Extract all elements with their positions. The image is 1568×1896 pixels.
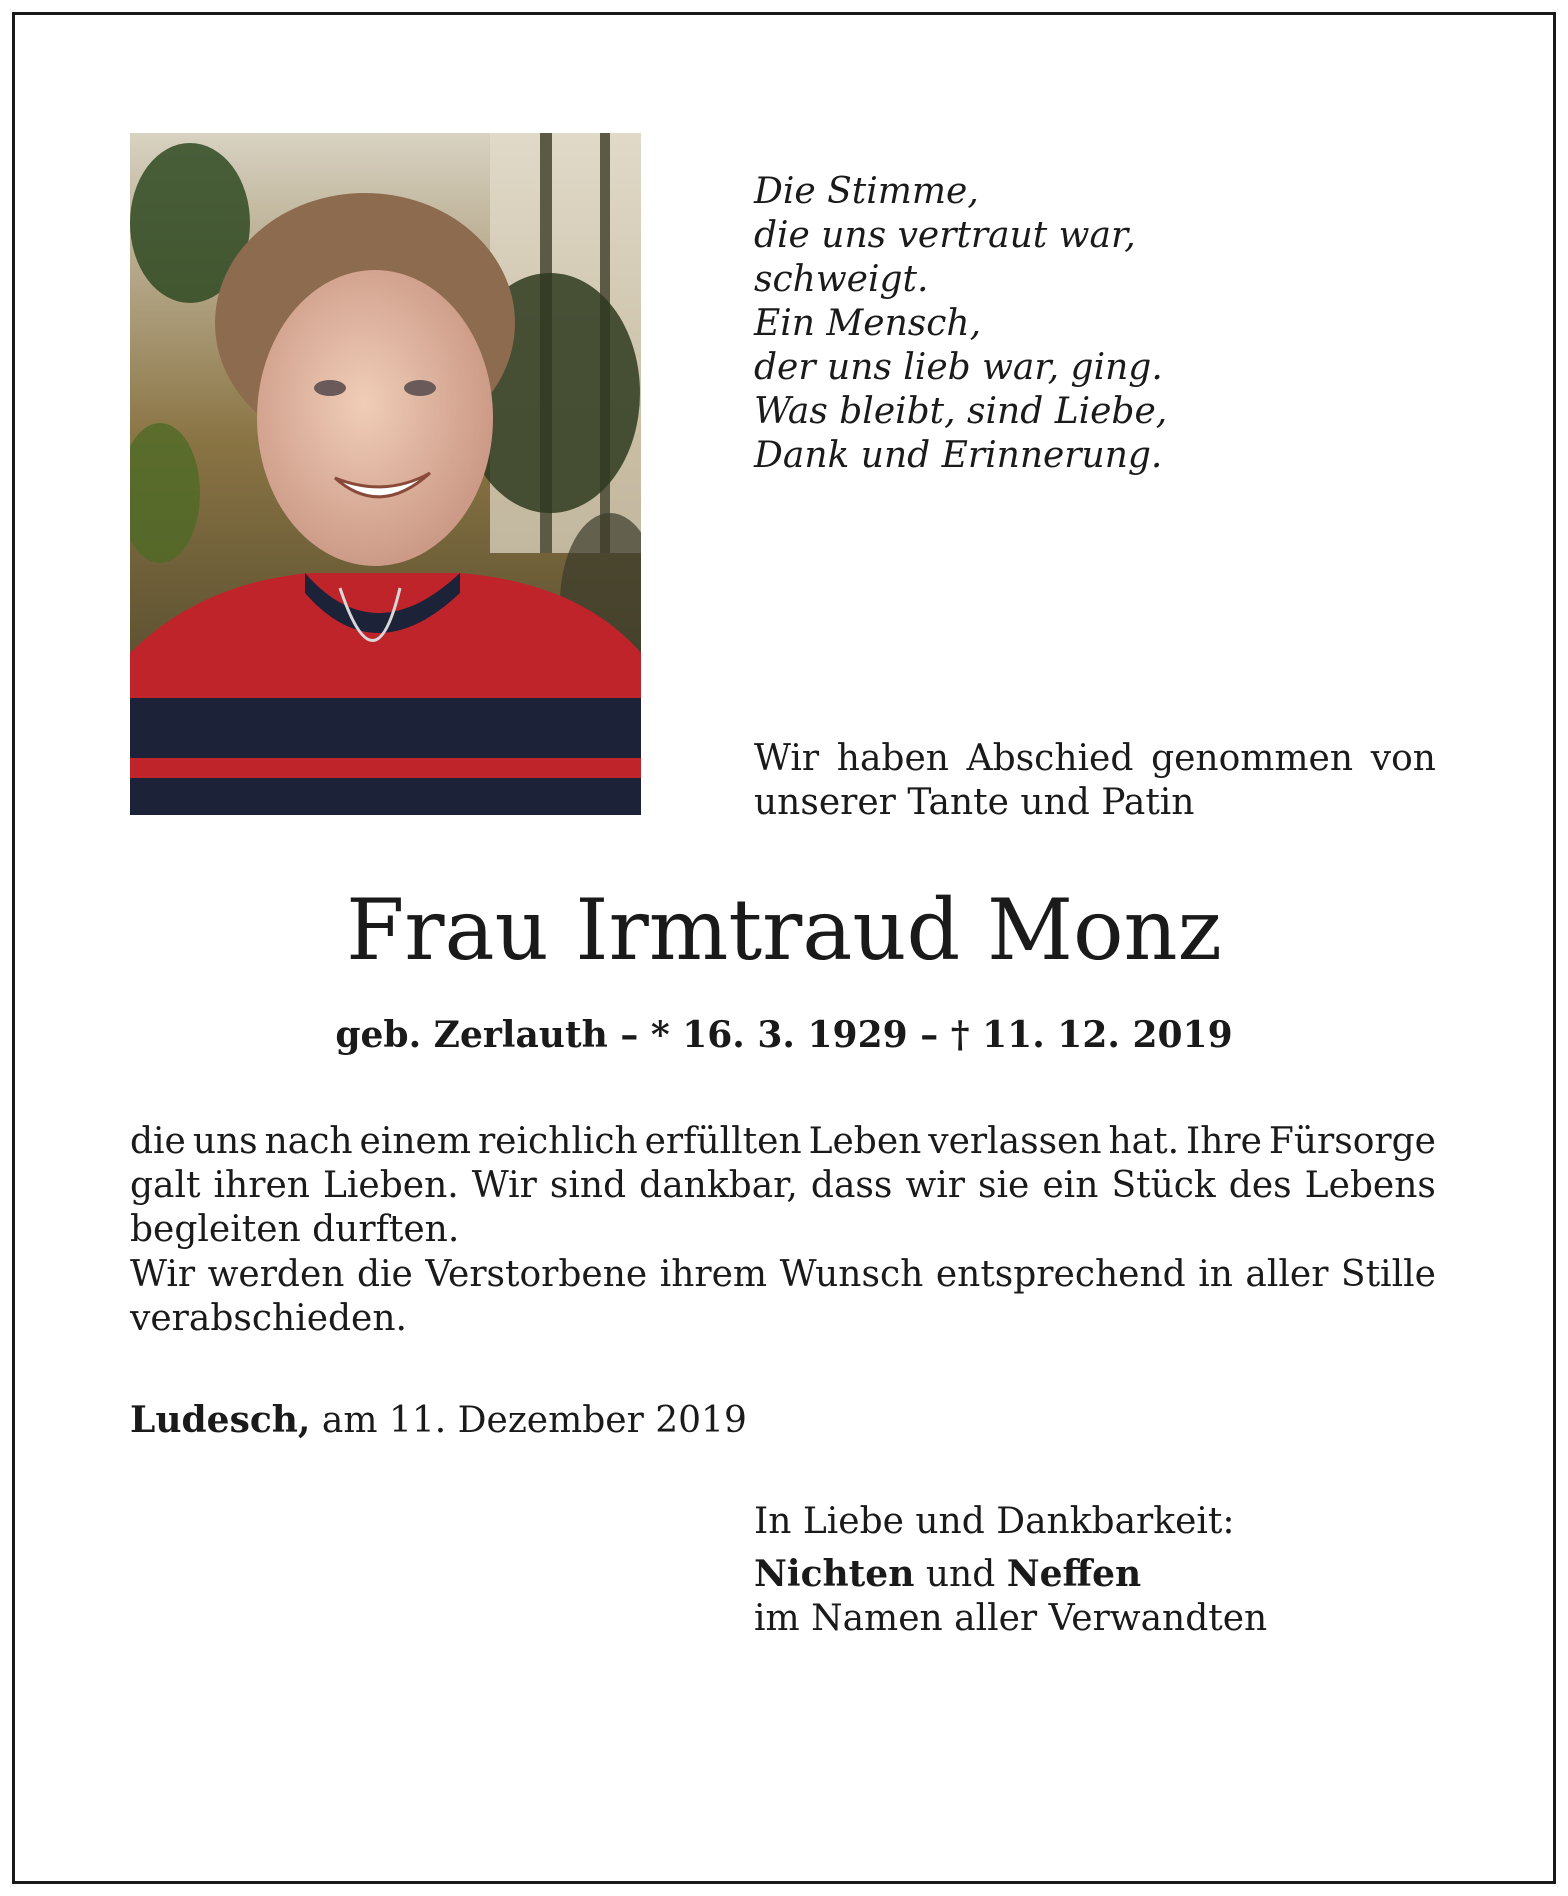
poem-line: schweigt.: [754, 259, 929, 300]
word: die: [356, 1254, 413, 1295]
paragraph-1-line-3: begleiten durften.: [130, 1209, 460, 1250]
word: des: [1228, 1165, 1292, 1206]
paragraph-1-line-1: [130, 1120, 1436, 1164]
closing-line-3: im Namen aller Verwandten: [754, 1598, 1268, 1639]
word: Leben: [808, 1121, 922, 1162]
intro-word: Abschied: [966, 738, 1134, 779]
word: reichlich: [477, 1121, 638, 1162]
intro-word: haben: [836, 738, 949, 779]
word: Stille: [1340, 1254, 1436, 1295]
poem-line: Was bleibt, sind Liebe,: [754, 391, 1168, 432]
word: ein: [1042, 1165, 1099, 1206]
word: einem: [359, 1121, 471, 1162]
paragraph-2-line-1: [130, 1253, 1436, 1297]
portrait-photo: [130, 133, 641, 815]
intro-word: von: [1370, 738, 1436, 779]
word: Wir: [130, 1254, 196, 1295]
poem-line: Dank und Erinnerung.: [754, 435, 1163, 476]
poem-line: Ein Mensch,: [754, 303, 982, 344]
place-and-date: [130, 1398, 747, 1443]
word: sie: [978, 1165, 1030, 1206]
word: verlassen: [928, 1121, 1102, 1162]
word: galt: [130, 1165, 201, 1206]
place-town: Ludesch,: [130, 1399, 311, 1441]
word: ihrem: [659, 1254, 768, 1295]
word: sind: [549, 1165, 627, 1206]
word: Wir: [471, 1165, 537, 1206]
closing-line-1: In Liebe und Dankbarkeit:: [754, 1501, 1235, 1542]
word: Wunsch: [779, 1254, 924, 1295]
word: dankbar,: [639, 1165, 798, 1206]
word: entsprechend: [935, 1254, 1186, 1295]
word: Lebens: [1304, 1165, 1436, 1206]
word: erfüllten: [644, 1121, 802, 1162]
word: Lieben.: [323, 1165, 459, 1206]
word: werden: [207, 1254, 345, 1295]
intro-text: [754, 737, 1436, 825]
word: nach: [264, 1121, 353, 1162]
paragraph-1: [130, 1120, 1436, 1252]
intro-word: Wir: [754, 738, 820, 779]
word: ihren: [213, 1165, 310, 1206]
memorial-poem: [754, 170, 1167, 478]
word: Stück: [1111, 1165, 1216, 1206]
intro-word: genommen: [1151, 738, 1354, 779]
closing-line-2: [754, 1552, 1267, 1597]
intro-line-2: unserer Tante und Patin: [754, 782, 1195, 823]
closing-nephews: Neffen: [1006, 1553, 1142, 1595]
poem-line: der uns lieb war, ging.: [754, 347, 1163, 388]
paragraph-1-line-2: [130, 1164, 1436, 1208]
paragraph-2-line-2: verabschieden.: [130, 1298, 407, 1339]
poem-line: Die Stimme,: [754, 171, 979, 212]
word: aller: [1245, 1254, 1329, 1295]
word: Verstorbene: [425, 1254, 648, 1295]
word: dass: [810, 1165, 893, 1206]
word: uns: [192, 1121, 258, 1162]
deceased-name: Frau Irmtraud Monz: [346, 881, 1222, 979]
word: hat.: [1108, 1121, 1180, 1162]
birth-death-dates: geb. Zerlauth – * 16. 3. 1929 – † 11. 12. 2019: [335, 1014, 1233, 1056]
closing-nieces: Nichten: [754, 1553, 915, 1595]
closing-signature: [754, 1500, 1267, 1641]
poem-line: die uns vertraut war,: [754, 215, 1136, 256]
word: die: [130, 1121, 186, 1162]
word: Ihre: [1185, 1121, 1262, 1162]
intro-line-1: [754, 737, 1436, 781]
closing-and: und: [914, 1554, 1007, 1595]
paragraph-2: [130, 1253, 1436, 1341]
word: Fürsorge: [1268, 1121, 1436, 1162]
word: in: [1198, 1254, 1233, 1295]
place-date: am 11. Dezember 2019: [310, 1400, 747, 1441]
word: wir: [905, 1165, 965, 1206]
